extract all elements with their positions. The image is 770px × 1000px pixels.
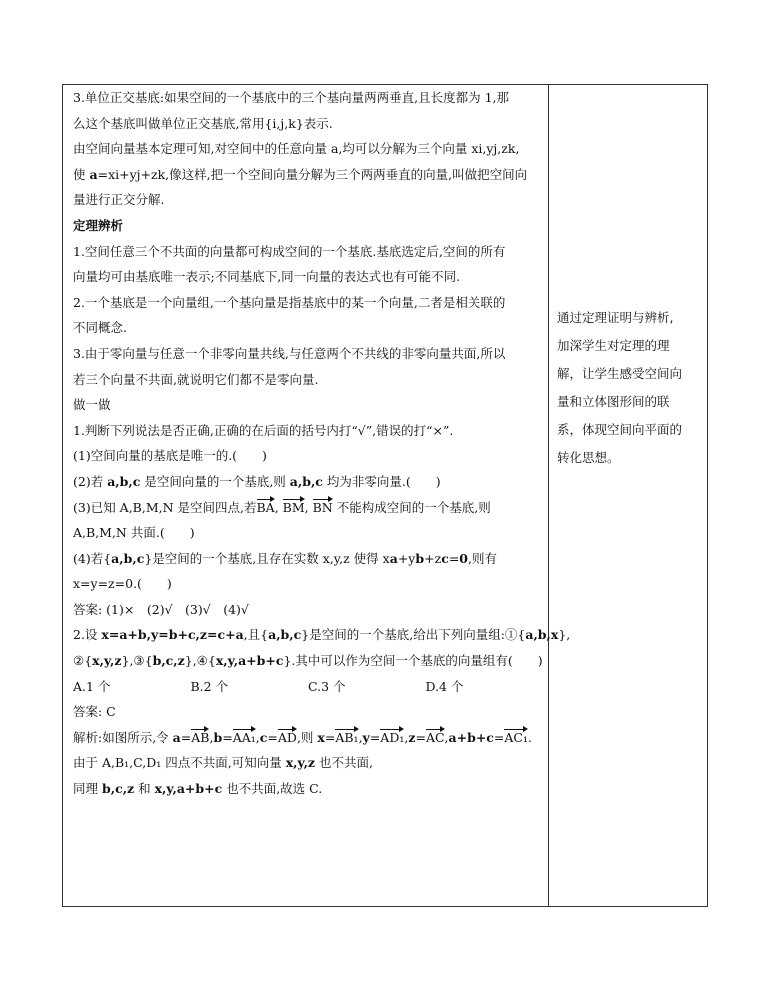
vector-ab: AB	[191, 729, 210, 745]
question-item: (3)已知 A,B,M,N 是空间四点,若BA, BM, BN 不能构成空间的一个基底,则	[73, 499, 491, 515]
question-item: x=y=z=0.( )	[73, 576, 172, 592]
text-line: 1.空间任意三个不共面的向量都可构成空间的一个基底.基底选定后,空间的所有	[73, 243, 506, 259]
answer-line: 答案: C	[73, 704, 116, 720]
vector-ba: BA	[256, 499, 275, 515]
text-line: 3.由于零向量与任意一个非零向量共线,与任意两个不共线的非零向量共面,所以	[73, 345, 506, 361]
lesson-table	[62, 84, 708, 907]
option-a: A.1 个	[73, 678, 111, 694]
question-item: (4)若{a,b,c}是空间的一个基底,且存在实数 x,y,z 使得 xa+yb+zc=0,则有	[73, 550, 497, 566]
text-line: 由空间向量基本定理可知,对空间中的任意向量 a,均可以分解为三个向量 xi,yj,zk,	[73, 141, 520, 157]
vector-ac: AC	[425, 729, 445, 745]
vector-ad: AD	[277, 729, 297, 745]
side-note-line: 转化思想。	[557, 450, 620, 465]
option-d: D.4 个	[425, 678, 464, 694]
option-c: C.3 个	[308, 678, 346, 694]
side-note-line: 系，体现空间向平面的	[557, 422, 683, 437]
solution-line: 同理 b,c,z 和 x,y,a+b+c 也不共面,故选 C.	[73, 781, 323, 797]
vector-bm: BM	[282, 499, 305, 515]
question-stem: ②{x,y,z},③{b,c,z},④{x,y,a+b+c}.其中可以作为空间一个基底的向量组有( )	[73, 653, 543, 669]
content-column	[73, 89, 571, 806]
text-line: 2.一个基底是一个向量组,一个基向量是指基底中的某一个向量,二者是相关联的	[73, 294, 506, 310]
answer-options	[73, 678, 543, 704]
side-note-line: 解，让学生感受空间向	[557, 366, 683, 381]
side-note-line: 通过定理证明与辨析,	[557, 310, 674, 325]
section-heading: 定理辨析	[73, 217, 124, 233]
solution-line: 解析:如图所示,令 a=AB,b=AA₁,c=AD,则 x=AB₁,y=AD₁,z=AC,a+b+c=AC₁.	[73, 729, 532, 745]
text-line: 使 a=xi+yj+zk,像这样,把一个空间向量分解为三个两两垂直的向量,叫做把空间向	[73, 166, 528, 182]
vector-bn: BN	[312, 499, 333, 515]
text-line: 若三个向量不共面,就说明它们都不是零向量.	[73, 371, 319, 387]
text-line: 向量均可由基底唯一表示;不同基底下,同一向量的表达式也有可能不同.	[73, 269, 461, 285]
design-intent-column	[557, 309, 707, 477]
vector-ad1: AD₁	[380, 729, 405, 745]
column-divider	[548, 85, 549, 906]
section-heading: 做一做	[73, 397, 111, 413]
side-note-line: 加深学生对定理的理	[557, 338, 670, 353]
question-stem: 2.设 x=a+b,y=b+c,z=c+a,且{a,b,c}是空间的一个基底,给出下列向量组:①{a,b,x},	[73, 627, 571, 643]
vector-ab1: AB₁	[335, 729, 359, 745]
solution-line: 由于 A,B₁,C,D₁ 四点不共面,可知向量 x,y,z 也不共面,	[73, 755, 373, 771]
question-item: A,B,M,N 共面.( )	[73, 525, 195, 541]
text-line: 量进行正交分解.	[73, 192, 165, 208]
answer-line: 答案: (1)× (2)√ (3)√ (4)√	[73, 601, 249, 617]
vector-ac1: AC₁	[504, 729, 529, 745]
question-stem: 1.判断下列说法是否正确,正确的在后面的括号内打“√”,错误的打“×”.	[73, 422, 454, 438]
vector-aa1: AA₁	[232, 729, 256, 745]
option-b: B.2 个	[190, 678, 229, 694]
question-item: (1)空间向量的基底是唯一的.( )	[73, 448, 267, 464]
text-line: 3.单位正交基底:如果空间的一个基底中的三个基向量两两垂直,且长度都为 1,那	[73, 90, 510, 105]
text-line: 不同概念.	[73, 320, 127, 336]
question-item: (2)若 a,b,c 是空间向量的一个基底,则 a,b,c 均为非零向量.( )	[73, 473, 441, 489]
side-note-line: 量和立体图形间的联	[557, 394, 670, 409]
text-line: 么这个基底叫做单位正交基底,常用{i,j,k}表示.	[73, 115, 333, 131]
